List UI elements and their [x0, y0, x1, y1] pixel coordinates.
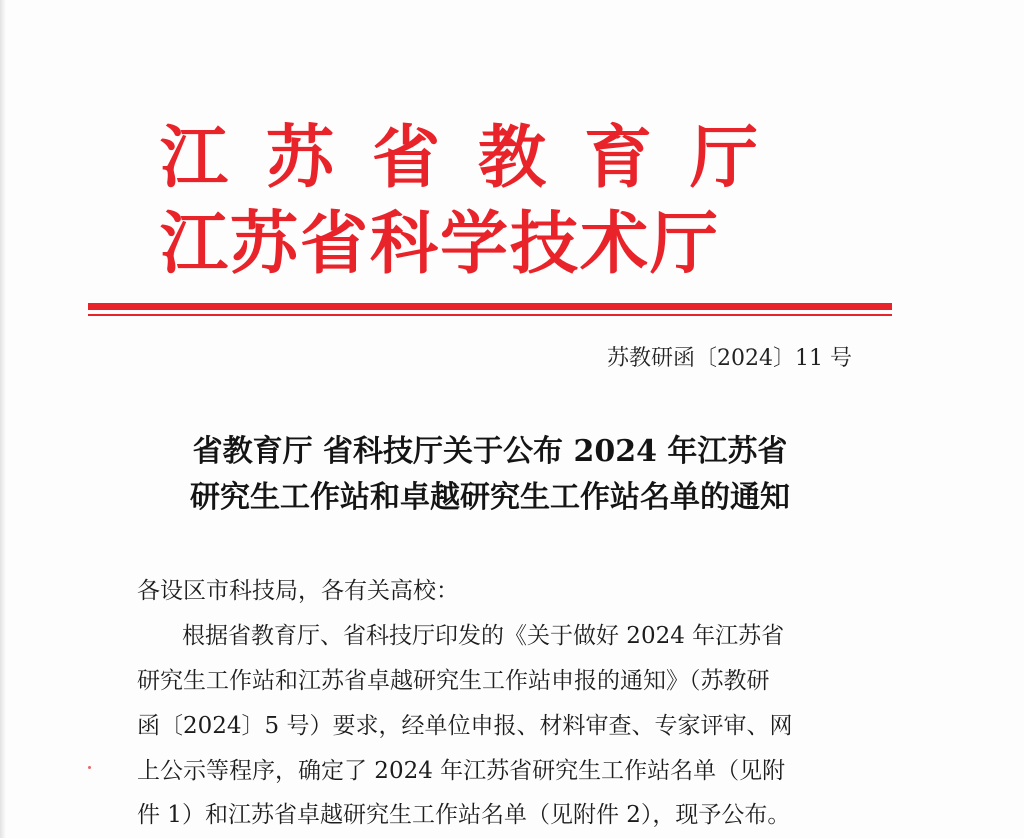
paragraph-line: 根据省教育厅、省科技厅印发的《关于做好 2024 年江苏省	[182, 623, 785, 649]
issuer-header-education-dept: 江苏省教育厅	[160, 118, 797, 198]
red-divider-thin	[88, 314, 892, 316]
paragraph-line: 件 1）和江苏省卓越研究生工作站名单（见附件 2），现予公布。	[137, 802, 791, 828]
salutation: 各设区市科技局，各有关高校：	[137, 578, 459, 604]
issuer-header-science-dept: 江苏省科学技术厅	[160, 204, 721, 284]
red-divider-thick	[88, 303, 892, 310]
paragraph-line: 上公示等程序，确定了 2024 年江苏省研究生工作站名单（见附	[137, 758, 786, 784]
scan-speck	[88, 766, 91, 769]
paragraph-line: 函〔2024〕5 号）要求，经单位申报、材料审查、专家评审、网	[137, 713, 793, 739]
document-title-line-2: 研究生工作站和卓越研究生工作站名单的通知	[190, 480, 790, 515]
page-edge-shadow	[0, 0, 6, 838]
paragraph-line: 研究生工作站和江苏省卓越研究生工作站申报的通知》（苏教研	[137, 668, 770, 694]
document-number: 苏教研函〔2024〕11 号	[607, 346, 852, 371]
document-title-line-1: 省教育厅 省科技厅关于公布 2024 年江苏省	[192, 434, 788, 469]
